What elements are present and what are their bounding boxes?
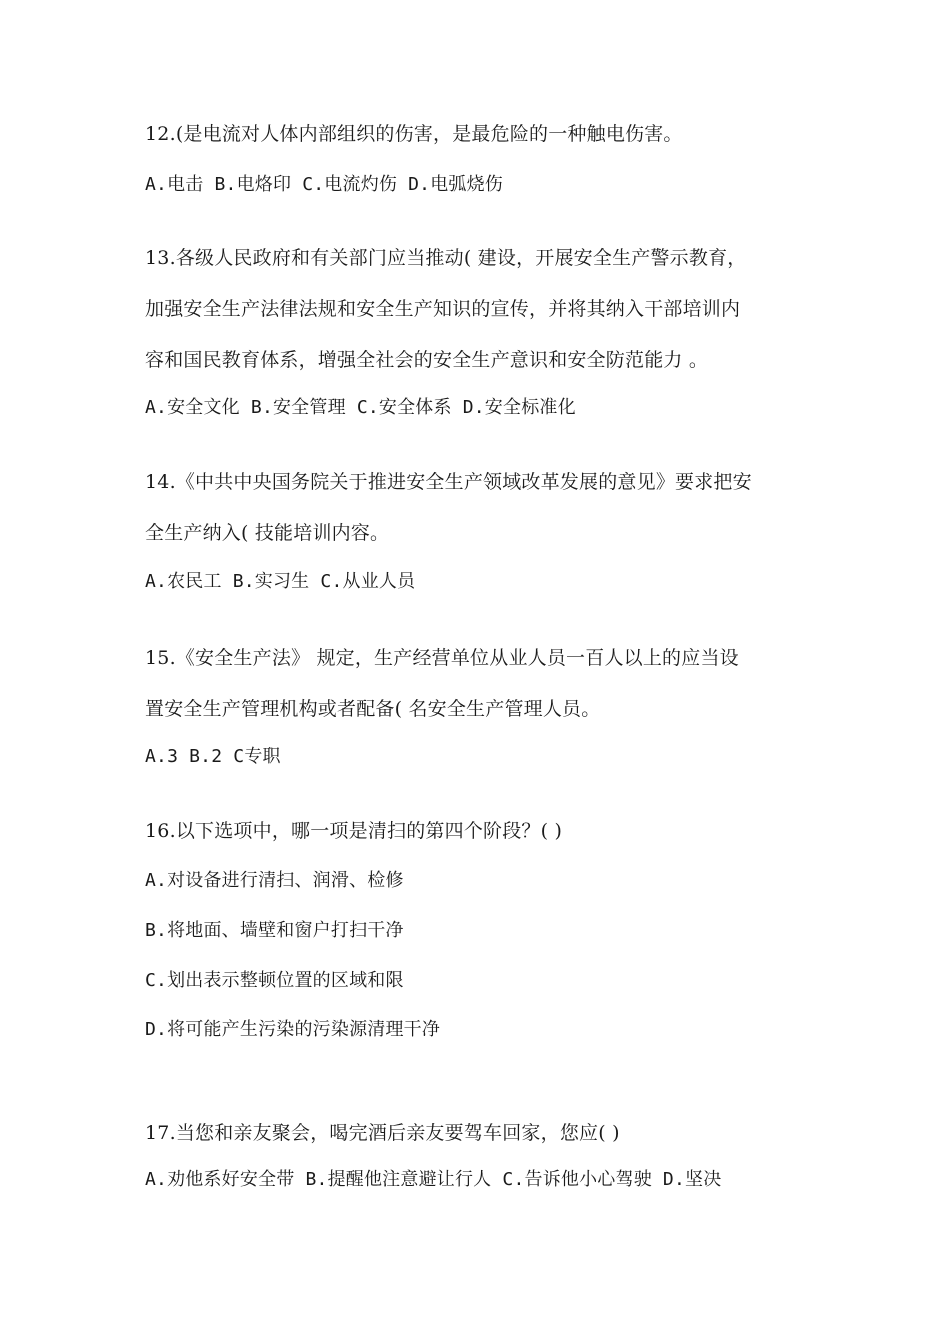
question-13-line-2: 加强安全生产法律法规和安全生产知识的宣传，并将其纳入干部培训内 [145, 298, 741, 320]
question-16-option-a: A.对设备进行清扫、润滑、检修 [145, 870, 404, 891]
question-14-line-1: 14.《中共中央国务院关于推进安全生产领域改革发展的意见》要求把安 [145, 471, 752, 493]
question-17-options: A.劝他系好安全带 B.提醒他注意避让行人 C.告诉他小心驾驶 D.坚决 [145, 1169, 722, 1190]
question-13-line-1: 13.各级人民政府和有关部门应当推动( 建设，开展安全生产警示教育， [145, 247, 747, 269]
question-14-line-2: 全生产纳入( 技能培训内容。 [145, 522, 390, 544]
question-16-option-b: B.将地面、墙壁和窗户打扫干净 [145, 920, 404, 941]
question-15-line-1: 15.《安全生产法》 规定，生产经营单位从业人员一百人以上的应当设 [145, 647, 739, 669]
question-12-line-1: 12.(是电流对人体内部组织的伤害，是最危险的一种触电伤害。 [145, 123, 683, 145]
question-16-option-d: D.将可能产生污染的污染源清理干净 [145, 1019, 441, 1040]
question-16-option-c: C.划出表示整顿位置的区域和限 [145, 970, 404, 991]
question-13-line-3: 容和国民教育体系，增强全社会的安全生产意识和安全防范能力 。 [145, 349, 709, 371]
question-12-options: A.电击 B.电烙印 C.电流灼伤 D.电弧烧伤 [145, 174, 504, 195]
question-14-options: A.农民工 B.实习生 C.从业人员 [145, 571, 416, 592]
question-17-line-1: 17.当您和亲友聚会，喝完酒后亲友要驾车回家，您应( ) [145, 1122, 620, 1144]
question-13-options: A.安全文化 B.安全管理 C.安全体系 D.安全标准化 [145, 397, 576, 418]
question-15-options: A.3 B.2 C专职 [145, 746, 281, 767]
question-16-line-1: 16.以下选项中，哪一项是清扫的第四个阶段？( ) [145, 820, 563, 842]
question-15-line-2: 置安全生产管理机构或者配备( 名安全生产管理人员。 [145, 698, 601, 720]
